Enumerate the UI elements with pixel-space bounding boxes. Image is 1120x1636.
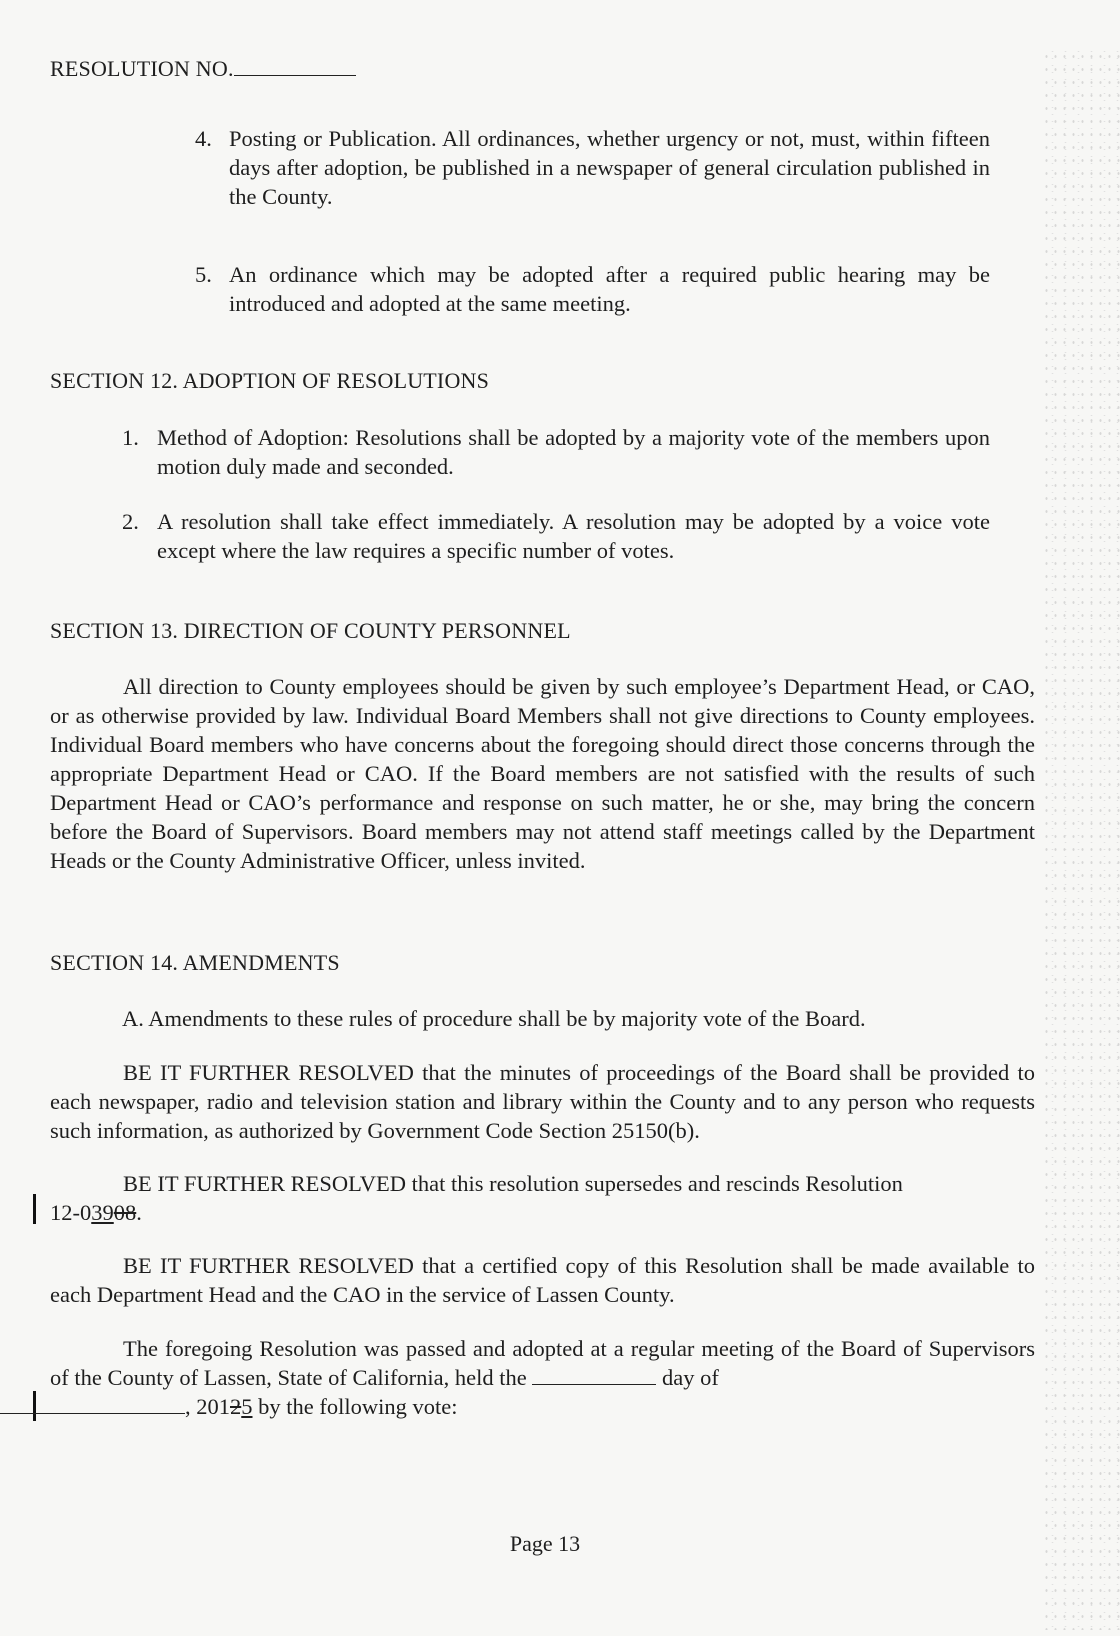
resolved-paragraph-certified-copy: BE IT FURTHER RESOLVED that a certified copy of this Resolution shall be made available to each Department Head and the CAO in the service of Lassen County.: [50, 1253, 1035, 1307]
resolved-paragraph-rescind: BE IT FURTHER RESOLVED that this resolution supersedes and rescinds Resolution 12-03908.: [50, 1171, 903, 1225]
month-blank: [0, 1395, 185, 1414]
revision-bar: [33, 1194, 36, 1224]
section-14-title: SECTION 14. AMENDMENTS: [50, 950, 340, 975]
list-item: 4. Posting or Publication. All ordinances, whether urgency or not, must, within fifteen days after adoption, be published in a newspaper of general circulation published in the County.: [195, 126, 990, 209]
section-13-title: SECTION 13. DIRECTION OF COUNTY PERSONNEL: [50, 618, 571, 643]
page-number: Page 13: [509, 1531, 581, 1556]
resolution-number-blank: [234, 57, 356, 76]
day-blank: [532, 1366, 656, 1385]
resolution-number-header: RESOLUTION NO.: [50, 56, 356, 82]
section-13-paragraph: All direction to County employees should be given by such employee’s Department Head, or CAO, or as otherwise provided by law. Individual Board Members shall not give directions to County employees. Individual Board members who have concerns about the foregoing should direct those concerns through the appropriate Department Head or CAO. If the Board members are not satisfied with the results of such Department Head or CAO’s performance and response on such matter, he or she, may bring the concern before the Board of Supervisors. Board members may not attend staff meetings called by the Department Heads or the County Administrative Officer, unless invited.: [50, 674, 1035, 873]
closing-paragraph: The foregoing Resolution was passed and adopted at a regular meeting of the Board of Supervisors of the County of Lassen, State of California, held the day of , 20125 by the following vote:: [50, 1334, 1035, 1421]
list-item: 2. A resolution shall take effect immediately. A resolution may be adopted by a voice vote except where the law requires a specific number of votes.: [122, 509, 990, 563]
list-item: 1. Method of Adoption: Resolutions shall be adopted by a majority vote of the members upon motion duly made and seconded.: [122, 425, 990, 479]
section-12-title: SECTION 12. ADOPTION OF RESOLUTIONS: [50, 368, 490, 393]
amendment-item: A. Amendments to these rules of procedure shall be by majority vote of the Board.: [122, 1006, 866, 1031]
scan-noise: [1042, 50, 1120, 1630]
resolved-paragraph-minutes: BE IT FURTHER RESOLVED that the minutes of proceedings of the Board shall be provided to each newspaper, radio and television station and library within the County and to any person who requests such information, as authorized by Government Code Section 25150(b).: [50, 1060, 1035, 1143]
list-item: 5. An ordinance which may be adopted after a required public hearing may be introduced and adopted at the same meeting.: [195, 262, 990, 316]
